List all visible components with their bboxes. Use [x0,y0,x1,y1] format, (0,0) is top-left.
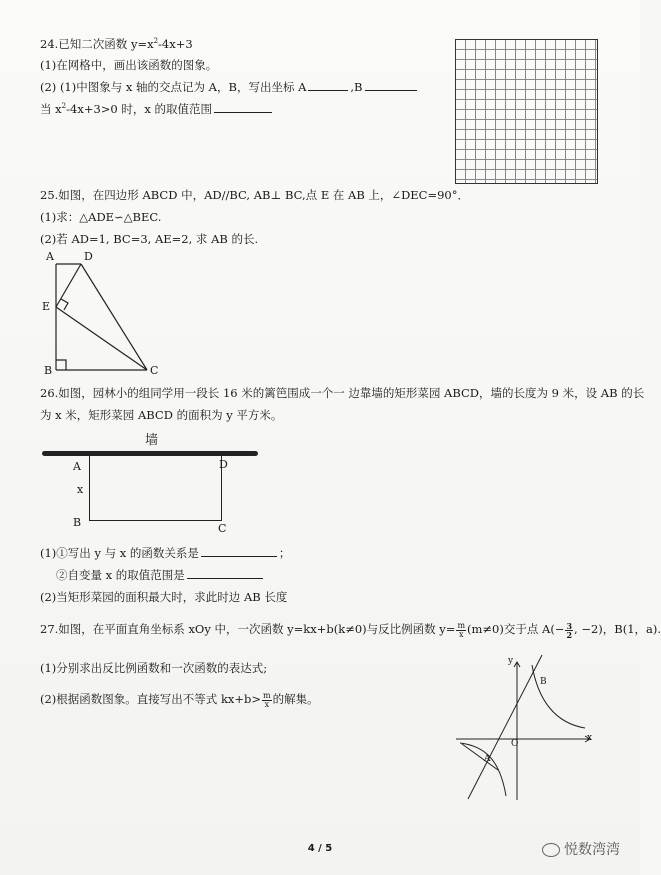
fraction-3-over-2: $\frac{3}{2}$ [566,620,573,640]
q26-line2: 为 x 米，矩形菜园 ABCD 的面积为 y 平方米。 [40,408,283,422]
label-D: D [84,250,93,263]
fraction-m-over-x: $\frac{m}{x}$ [263,690,271,709]
label-C: C [218,522,227,535]
q24-title: 24.已知二次函数 $y=x^2-4x+3$ [40,37,193,51]
q26-line1: 26.如图，园林小的组同学用一段长 16 米的篱笆围成一个一 边靠墙的矩形菜园 ABCD，墙的长度为 9 米，设 AB 的长 [40,386,645,400]
label-E: E [42,300,51,313]
page-number: 4 / 5 [307,843,333,854]
q25-title: 25.如图，在四边形 ABCD 中，AD//BC, AB⊥ BC,点 E 在 AB 上，∠DEC=90°． [40,188,470,202]
q26-part1-2: ②自变量 x 的取值范围是 [56,567,265,583]
q27-part2: (2)根据函数图象。直接写出不等式 kx+b> $\frac{m}{x}$ 的解集。 [40,690,319,709]
q26-part1: (1)①写出 y 与 x 的函数关系是 ； [40,546,291,560]
axis-label-y: y [508,656,514,666]
q24-part1: (1)在网格中，画出该函数的图象。 [40,58,218,72]
q25-part1: (1)求：△ADE∽△BEC. [40,210,162,224]
wall-label: 墙 [145,433,159,448]
axis-label-x: x [587,733,593,743]
label-A: A [46,250,54,263]
label-A: A [73,460,81,473]
q24-part3: 当 $x^2-4x+3>0$ 时，x 的取值范围 [40,101,274,117]
label-B: B [44,364,53,377]
wechat-icon [542,843,560,857]
q25-part2: (2)若 AD=1, BC=3, AE=2, 求 AB 的长. [40,232,259,246]
label-C: C [150,364,159,377]
label-D: D [219,458,228,471]
q27-title: 27.如图，在平面直角坐标系 xOy 中，一次函数 y=kx+b(k≠0)与反比例函数 y= $\frac{m}{x}$ (m≠0)交于点 A(− $\frac{3}{2}$ , −2)，B(1，a). [40,620,661,640]
fraction-m-over-x: $\frac{m}{x}$ [457,620,466,639]
q24-part2: (2) (1)中图象与 x 轴的交点记为 A，B，写出坐标 A ,B [40,79,419,95]
origin-label-O: O [511,739,519,749]
point-label-B: B [540,677,547,687]
label-x: x [77,483,84,496]
watermark: 悦数湾湾 [542,839,620,859]
label-B: B [73,516,82,529]
q26-part2: (2)当矩形菜园的面积最大时，求此时边 AB 长度 [40,590,288,604]
point-label-A: A [484,754,491,764]
q27-part1: (1)分别求出反比例函数和一次函数的表达式; [40,661,268,675]
